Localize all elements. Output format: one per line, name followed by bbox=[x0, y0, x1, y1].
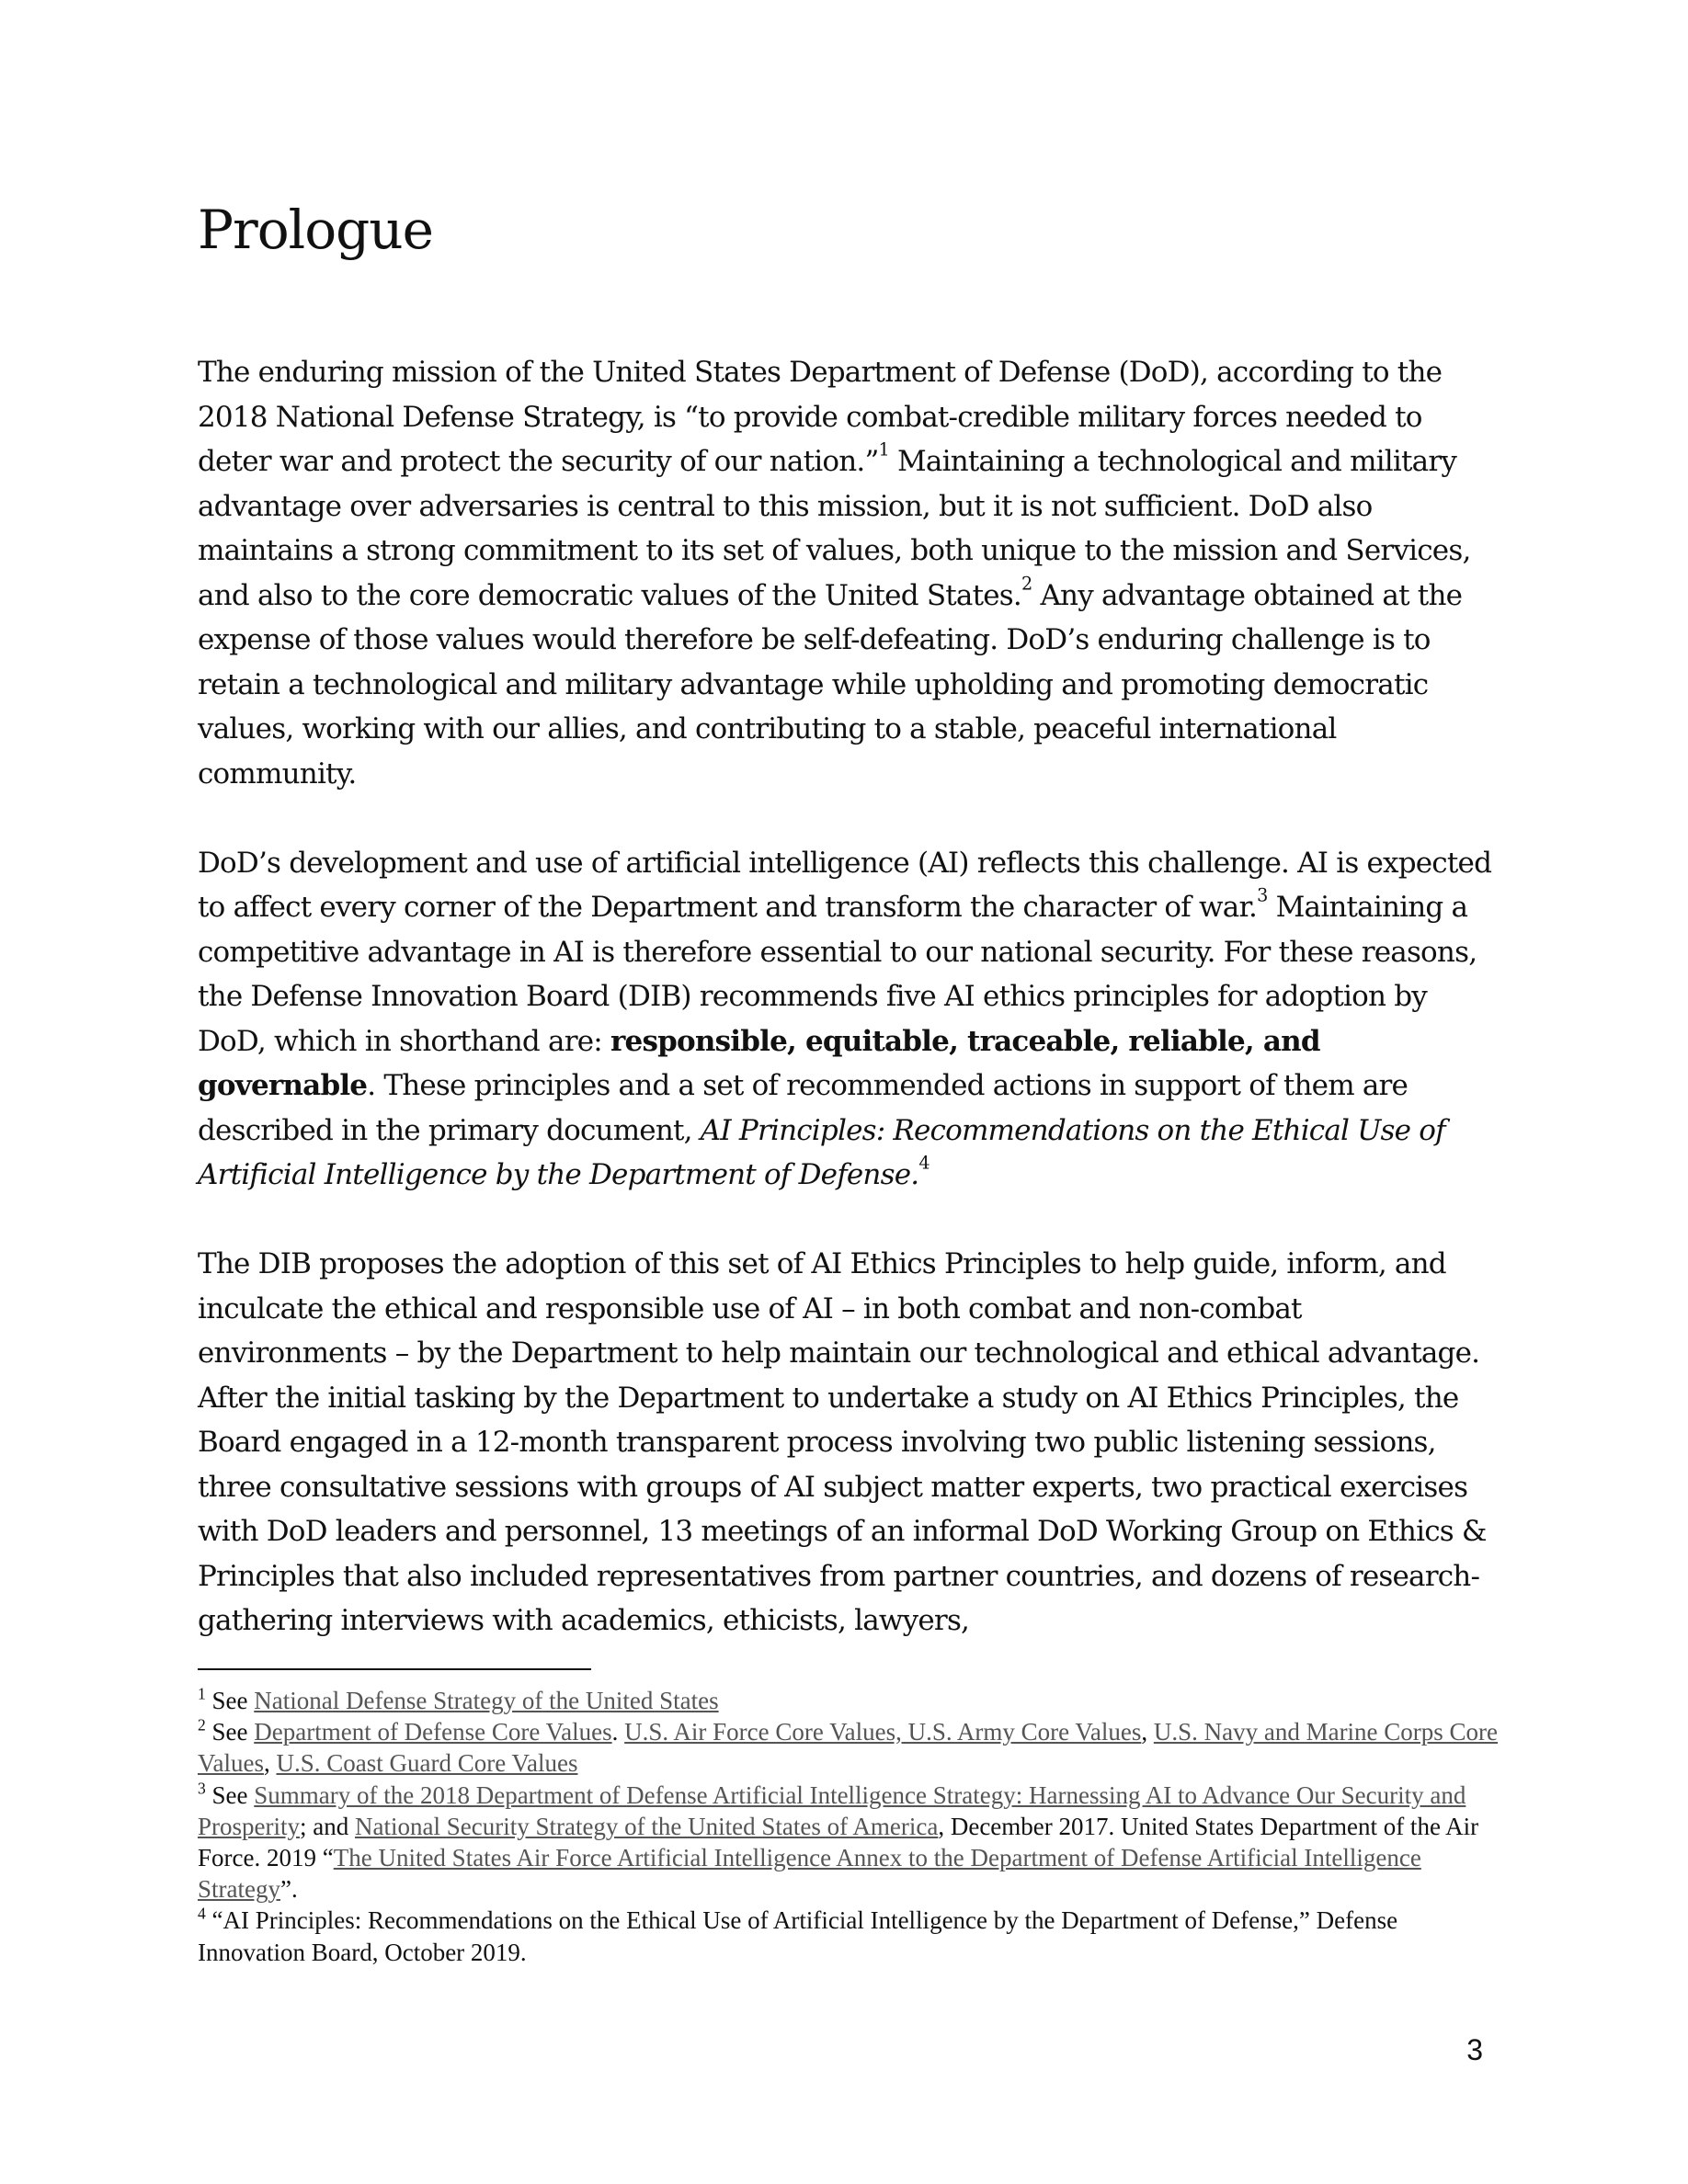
footnote-number-4: 4 bbox=[198, 1904, 206, 1923]
footnote-ref-1[interactable]: 1 bbox=[878, 438, 889, 461]
footnote-3 bbox=[198, 1780, 1503, 1905]
paragraph-1-text-a: The enduring mission of the United States Department of Defense (DoD), according to the 2018 National Defense Strategy, is “to provide combat-credible military forces needed to deter war and protect the security of our nation.” bbox=[198, 356, 1443, 478]
link-air-force-army-core-values[interactable]: U.S. Air Force Core Values, U.S. Army Core Values bbox=[624, 1718, 1142, 1746]
paragraph-2-text-a: DoD’s development and use of artificial intelligence (AI) reflects this challenge. AI is expected to affect every corner of the Department and transform the character of war. bbox=[198, 846, 1492, 924]
footnote-2 bbox=[198, 1716, 1503, 1779]
paragraph-2 bbox=[198, 841, 1494, 1198]
footnote-ref-3[interactable]: 3 bbox=[1257, 884, 1268, 906]
footnote-1 bbox=[198, 1685, 1503, 1716]
link-national-defense-strategy[interactable]: National Defense Strategy of the United States bbox=[254, 1687, 719, 1714]
body-text bbox=[198, 350, 1494, 1644]
footnote-number-1: 1 bbox=[198, 1684, 206, 1703]
link-air-force-ai-annex[interactable]: The United States Air Force Artificial Intelligence Annex to the Department of Defense Artificial Intelligence Strategy bbox=[198, 1844, 1421, 1904]
paragraph-1 bbox=[198, 350, 1494, 796]
footnote-divider bbox=[198, 1668, 591, 1670]
footnote-number-2: 2 bbox=[198, 1715, 206, 1735]
footnote-ref-4[interactable]: 4 bbox=[918, 1152, 930, 1174]
footnote-4 bbox=[198, 1905, 1503, 1967]
footnotes bbox=[198, 1685, 1503, 1968]
footnote-2-sep-1: . bbox=[611, 1718, 625, 1746]
paragraph-1-text-c: Any advantage obtained at the expense of those values would therefore be self-defeating. DoD’s enduring challenge is to retain a technological and military advantage while upholding and promoting democratic values, working with our allies, and contributing to a stable, peaceful international community. bbox=[198, 578, 1463, 791]
footnote-2-sep-3: , bbox=[263, 1749, 277, 1778]
page-number: 3 bbox=[1466, 2033, 1483, 2066]
paragraph-3-text: The DIB proposes the adoption of this set of AI Ethics Principles to help guide, inform, and inculcate the ethical and responsible use of AI – in both combat and non-combat environments – by the Department to help maintain our technological and ethical advantage. After the initial tasking by the Department to undertake a study on AI Ethics Principles, the Board engaged in a 12-month transparent process involving two public listening sessions, three consultative sessions with groups of AI subject matter experts, two practical exercises with DoD leaders and personnel, 13 meetings of an informal DoD Working Group on Ethics & Principles that also included representatives from partner countries, and dozens of research-gathering interviews with academics, ethicists, lawyers, bbox=[198, 1247, 1487, 1637]
link-ai-strategy-summary[interactable]: Summary of the 2018 Department of Defense Artificial Intelligence Strategy: Harnessing AI to Advance Our Security and Prosperity bbox=[198, 1780, 1466, 1840]
link-dod-core-values[interactable]: Department of Defense Core Values bbox=[254, 1718, 612, 1746]
footnote-ref-2[interactable]: 2 bbox=[1021, 573, 1032, 595]
footnote-3-sep-2: , December 2017. United States Department of the Air Force. 2019 “ bbox=[198, 1812, 1479, 1872]
link-navy-marine-core-values[interactable]: U.S. Navy and Marine Corps Core Values bbox=[198, 1718, 1499, 1778]
link-national-security-strategy[interactable]: National Security Strategy of the United States of America bbox=[355, 1812, 939, 1840]
footnote-2-see: See bbox=[205, 1718, 255, 1746]
link-coast-guard-core-values[interactable]: U.S. Coast Guard Core Values bbox=[276, 1749, 578, 1778]
footnote-3-sep-1: ; and bbox=[300, 1812, 355, 1840]
footnote-3-see: See bbox=[205, 1780, 255, 1809]
principles-list-bold: responsible, equitable, traceable, reliable, and governable bbox=[198, 1024, 1320, 1102]
paragraph-1-text-b: Maintaining a technological and military advantage over adversaries is central to this mission, but it is not sufficient. DoD also maintains a strong commitment to its set of values, both unique to the mission and Services, and also to the core democratic values of the United States. bbox=[198, 445, 1471, 612]
footnote-3-sep-3: ”. bbox=[279, 1875, 298, 1904]
footnote-2-sep-2: , bbox=[1141, 1718, 1154, 1746]
footnote-number-3: 3 bbox=[198, 1779, 206, 1798]
primary-document-title: AI Principles: Recommendations on the Ethical Use of Artificial Intelligence by the Department of Defense. bbox=[198, 1113, 1445, 1191]
paragraph-2-text-c: . These principles and a set of recommended actions in support of them are described in the primary document, bbox=[198, 1069, 1409, 1147]
footnote-1-see: See bbox=[205, 1687, 255, 1714]
paragraph-2-text-b: Maintaining a competitive advantage in AI is therefore essential to our national security. For these reasons, the Defense Innovation Board (DIB) recommends five AI ethics principles for adoption by DoD, which in shorthand are: bbox=[198, 891, 1477, 1058]
footnote-4-text: “AI Principles: Recommendations on the Ethical Use of Artificial Intelligence by the Department of Defense,” Defense Innovation Board, October 2019. bbox=[198, 1906, 1398, 1966]
paragraph-3 bbox=[198, 1242, 1494, 1644]
page-title: Prologue bbox=[198, 199, 433, 261]
